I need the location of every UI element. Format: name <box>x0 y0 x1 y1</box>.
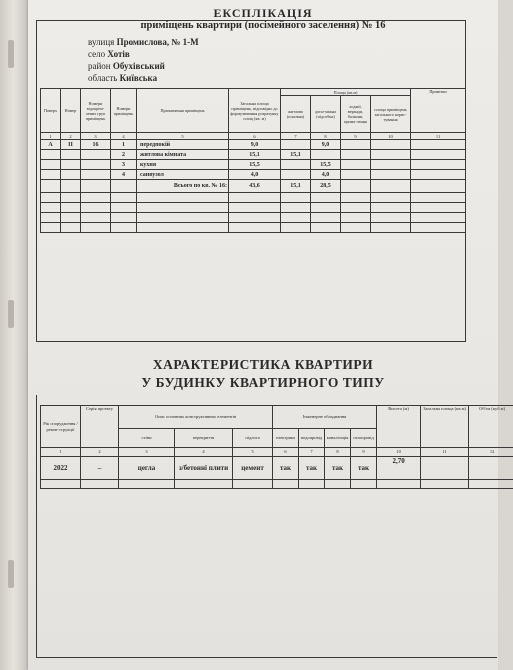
th-loggias: лоджії, веранди, балкони, прима-лення <box>341 96 371 133</box>
binder-hole <box>8 300 14 328</box>
total-row <box>41 180 466 193</box>
th-area-group: Площа (кв.м) <box>281 89 411 96</box>
cell-series: – <box>81 457 119 480</box>
th-room-no: Номери приміщень <box>111 89 137 133</box>
cell-empty <box>411 160 466 170</box>
address-region <box>88 73 157 83</box>
cell-living <box>281 170 311 180</box>
th-floor-cover: підлога <box>233 429 273 448</box>
cell-room: 1 <box>111 140 137 150</box>
cell-purpose: кухня <box>137 160 229 170</box>
total-area-value: 43,6 <box>229 180 281 193</box>
col-number: 11 <box>421 448 469 457</box>
th-height: Висота (м) <box>377 406 421 448</box>
cell-living <box>281 140 311 150</box>
table-row <box>41 203 466 213</box>
th-auxiliary: допо-міжна (підсобна) <box>311 96 341 133</box>
th-engineering: Інженерне обладнання <box>273 406 377 429</box>
cell-empty <box>61 160 81 170</box>
binder-hole <box>8 40 14 68</box>
cell-empty <box>61 170 81 180</box>
cell-empty <box>41 160 61 170</box>
values-row <box>41 457 513 480</box>
cell-water: так <box>299 457 325 480</box>
column-number-row <box>41 133 466 140</box>
characteristics-subtitle: У БУДИНКУ КВАРТИРНОГО ТИПУ <box>141 375 385 390</box>
address-street <box>88 37 199 47</box>
th-series: Серія проекту <box>81 406 119 448</box>
th-electric: електрика <box>273 429 299 448</box>
cell-total: 15,1 <box>229 150 281 160</box>
table-row <box>41 140 466 150</box>
th-walls: стіни <box>119 429 175 448</box>
th-floor: Поверх <box>41 89 61 133</box>
total-aux-value: 28,5 <box>311 180 341 193</box>
cell-sewer: так <box>325 457 351 480</box>
cell-empty <box>411 170 466 180</box>
cell-electric: так <box>273 457 299 480</box>
th-floors: перекриття <box>175 429 233 448</box>
cell-empty <box>81 180 111 193</box>
cell-empty <box>371 140 411 150</box>
col-number: 2 <box>61 133 81 140</box>
total-label: Всього по кв. № 16: <box>137 180 229 193</box>
cell-gas: так <box>351 457 377 480</box>
col-number: 2 <box>81 448 119 457</box>
characteristics-table <box>40 405 513 489</box>
address-value: Хотів <box>107 49 130 59</box>
cell-empty <box>371 150 411 160</box>
total-living-value: 15,1 <box>281 180 311 193</box>
col-number: 11 <box>411 133 466 140</box>
cell-aux: 15,5 <box>311 160 341 170</box>
document-subtitle: приміщень квартири (посімейного заселення) № 16 <box>140 20 386 31</box>
cell-number: II <box>61 140 81 150</box>
th-water: водопровід <box>299 429 325 448</box>
column-number-row <box>41 448 513 457</box>
binder-edge <box>0 0 30 670</box>
col-number: 12 <box>469 448 513 457</box>
cell-purpose: санвузол <box>137 170 229 180</box>
cell-empty <box>411 150 466 160</box>
table-row <box>41 150 466 160</box>
th-purpose: Призначення приміщень <box>137 89 229 133</box>
cell-empty <box>81 170 111 180</box>
cell-empty <box>341 170 371 180</box>
header-row <box>41 89 466 96</box>
col-number: 6 <box>229 133 281 140</box>
address-label: село <box>88 49 106 59</box>
cell-empty <box>61 180 81 193</box>
cell-empty <box>61 150 81 160</box>
cell-living <box>281 160 311 170</box>
document-title: ЕКСПЛІКАЦІЯ <box>213 6 313 20</box>
address-value: Київська <box>119 73 158 83</box>
cell-year: 2022 <box>41 457 81 480</box>
table-row <box>41 193 466 203</box>
th-living: житлова (основна) <box>281 96 311 133</box>
col-number: 1 <box>41 448 81 457</box>
table-row <box>41 480 513 489</box>
cell-room: 2 <box>111 150 137 160</box>
table-row <box>41 223 466 233</box>
col-number: 4 <box>111 133 137 140</box>
th-total-area: Загальна площа (кв.м) <box>421 406 469 448</box>
col-number: 5 <box>233 448 273 457</box>
th-total-area: Загальна площа приміщень, відповідно до формулювання розрахунку площ (кв. м) <box>229 89 281 133</box>
cell-total: 4,0 <box>229 170 281 180</box>
cell-floors: з/бетонні плити <box>175 457 233 480</box>
cell-purpose: передпокій <box>137 140 229 150</box>
cell-volume <box>469 457 513 480</box>
cell-empty <box>341 180 371 193</box>
col-number: 6 <box>273 448 299 457</box>
th-common: площа приміщень загального корис-тування <box>371 96 411 133</box>
th-sewer: каналізація <box>325 429 351 448</box>
binder-hole <box>8 560 14 588</box>
th-volume: Об'єм (куб.м) <box>469 406 513 448</box>
col-number: 7 <box>281 133 311 140</box>
cell-walls: цегла <box>119 457 175 480</box>
cell-room: 3 <box>111 160 137 170</box>
address-label: вулиця <box>88 37 115 47</box>
cell-height: 2,70 <box>377 457 421 480</box>
document-sheet <box>28 0 505 670</box>
table-row <box>41 160 466 170</box>
col-number: 10 <box>377 448 421 457</box>
header-row <box>41 406 513 429</box>
cell-empty <box>111 180 137 193</box>
cell-room: 4 <box>111 170 137 180</box>
cell-empty <box>81 150 111 160</box>
col-number: 9 <box>351 448 377 457</box>
cell-empty <box>371 180 411 193</box>
th-year: Рік спорудження / рекон-струкції <box>41 406 81 448</box>
col-number: 5 <box>137 133 229 140</box>
cell-group: 16 <box>81 140 111 150</box>
explication-table <box>40 88 466 233</box>
cell-empty <box>41 150 61 160</box>
col-number: 10 <box>371 133 411 140</box>
cell-floor: А <box>41 140 61 150</box>
cell-aux: 4,0 <box>311 170 341 180</box>
col-number: 3 <box>119 448 175 457</box>
cell-purpose: житлова кімната <box>137 150 229 160</box>
address-value: Обухівський <box>112 61 165 71</box>
col-number: 9 <box>341 133 371 140</box>
th-gas: газопровід <box>351 429 377 448</box>
th-number: Номер <box>61 89 81 133</box>
cell-empty <box>411 180 466 193</box>
cell-empty <box>341 150 371 160</box>
th-notes: Примітки <box>411 89 466 133</box>
table-row <box>41 213 466 223</box>
th-room-groups: Номери відокрем-лених груп приміщень <box>81 89 111 133</box>
th-elements: Опис основних конструктивних елементів <box>119 406 273 429</box>
cell-floor-cover: цемент <box>233 457 273 480</box>
cell-total: 15,5 <box>229 160 281 170</box>
characteristics-title: ХАРАКТЕРИСТИКА КВАРТИРИ <box>152 357 374 372</box>
cell-aux: 9,0 <box>311 140 341 150</box>
address-label: область <box>88 73 118 83</box>
address-district <box>88 61 165 71</box>
cell-empty <box>411 140 466 150</box>
cell-empty <box>371 160 411 170</box>
cell-empty <box>371 170 411 180</box>
cell-empty <box>81 160 111 170</box>
cell-aux <box>311 150 341 160</box>
table-row <box>41 170 466 180</box>
cell-empty <box>341 140 371 150</box>
address-village <box>88 49 130 59</box>
col-number: 7 <box>299 448 325 457</box>
cell-empty <box>41 170 61 180</box>
cell-empty <box>341 160 371 170</box>
col-number: 8 <box>325 448 351 457</box>
cell-living: 15,1 <box>281 150 311 160</box>
cell-empty <box>41 180 61 193</box>
col-number: 4 <box>175 448 233 457</box>
address-label: район <box>88 61 111 71</box>
col-number: 8 <box>311 133 341 140</box>
address-value: Промислова, № 1-М <box>116 37 199 47</box>
col-number: 1 <box>41 133 61 140</box>
cell-total-area <box>421 457 469 480</box>
cell-total: 9,0 <box>229 140 281 150</box>
col-number: 3 <box>81 133 111 140</box>
